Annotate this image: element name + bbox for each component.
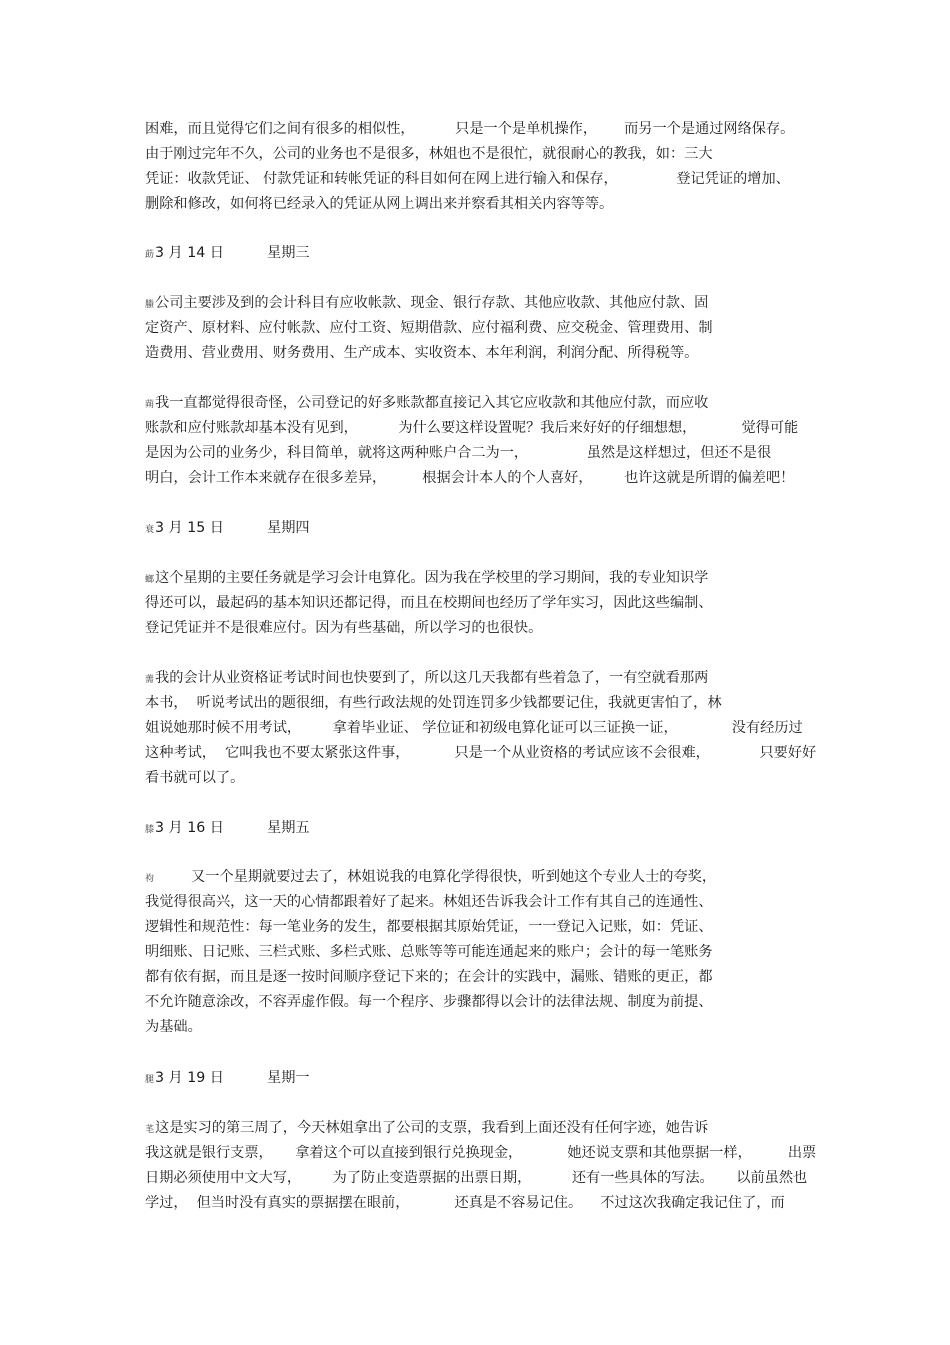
line-text: 得还可以，最起码的基本知识还都记得，而且在校期间也经历了学年实习，因此这些编制、 [145, 595, 713, 611]
paragraph-line [145, 768, 244, 788]
paragraph-line [145, 568, 708, 590]
heading-weekday: 星期一 [267, 1070, 310, 1086]
paragraph-line [145, 668, 708, 690]
line-text: 又一个星期就要过去了，林姐说我的电算化学得很快，听到她这个专业人士的夸奖， [155, 869, 717, 885]
paragraph-line [145, 1118, 708, 1140]
heading-date: 3 月 16 日 [155, 820, 224, 836]
paragraph-line [145, 194, 613, 214]
line-text: 姐说她那时候不用考试， 拿着毕业证、 学位证和初级电算化证可以三证换一证， 没有经历过 [145, 720, 803, 736]
paragraph-line [145, 743, 816, 763]
line-text: 逻辑性和规范性：每一笔业务的发生，都要根据其原始凭证，一一登记入记账，如：凭证、 [145, 919, 713, 935]
paragraph-line [145, 1168, 807, 1188]
paragraph-line [145, 343, 698, 363]
line-text: 看书就可以了。 [145, 770, 245, 786]
paragraph-line [145, 393, 708, 415]
line-text: 为基础。 [145, 1019, 202, 1035]
paragraph-mark: 螣 [145, 300, 155, 310]
line-text: 是因为公司的业务少，科目简单，就将这两种账户合二为一， 虽然是这样想过，但还不是很 [145, 445, 772, 461]
paragraph-line [145, 992, 713, 1012]
heading-weekday: 星期五 [267, 820, 310, 836]
line-text: 登记凭证并不是很难应付。因为有些基础，所以学习的也很快。 [145, 620, 543, 636]
line-text: 这个星期的主要任务就是学习会计电算化。因为我在学校里的学习期间，我的专业知识学 [155, 570, 709, 586]
line-text: 学过， 但当时没有真实的票据摆在眼前， 还真是不容易记住。 不过这次我确定我记住了，而 [145, 1195, 785, 1211]
line-text: 这种考试， 它叫我也不要太紧张这件事， 只是一个从业资格的考试应该不会很难， 只要好好 [145, 745, 817, 761]
paragraph-line [145, 718, 803, 738]
line-text: 困难，而且觉得它们之间有很多的相似性， 只是一个是单机操作， 而另一个是通过网络保存。 [145, 121, 795, 137]
paragraph-mark: 螂 [145, 575, 155, 585]
line-text: 本书， 听说考试出的题很细，有些行政法规的处罚连罚多少钱都要记住，我就更害怕了，林 [145, 695, 722, 711]
heading-date: 3 月 14 日 [155, 245, 224, 261]
paragraph-line [145, 892, 713, 912]
paragraph-line [145, 967, 713, 987]
line-text: 都有依有据，而且是逐一按时间顺序登记下来的；在会计的实践中，漏账、错账的更正，都 [145, 969, 713, 985]
line-text: 凭证：收款凭证、 付款凭证和转帐凭证的科目如何在网上进行输入和保存， 登记凭证的增加、 [145, 171, 790, 187]
paragraph-mark: 蒴 [145, 400, 155, 410]
section-mark: 腿 [145, 1075, 155, 1085]
paragraph-line [145, 318, 713, 338]
line-text: 我一直都觉得很奇怪，公司登记的好多账款都直接记入其它应收款和其他应付款，而应收 [155, 395, 709, 411]
section-mark: 衰 [145, 525, 155, 535]
paragraph-line [145, 917, 713, 937]
paragraph-line [145, 867, 716, 889]
line-text: 不允许随意涂改，不容弄虚作假。每一个程序、步骤都得以会计的法律法规、制度为前提、 [145, 994, 713, 1010]
line-text: 账款和应付账款却基本没有见到， 为什么要这样设置呢？我后来好好的仔细想想， 觉得可能 [145, 420, 799, 436]
paragraph-line [145, 1143, 816, 1163]
date-heading [145, 818, 310, 840]
paragraph-line [145, 119, 794, 139]
line-text: 我的会计从业资格证考试时间也快要到了，所以这几天我都有些着急了，一有空就看那两 [155, 670, 709, 686]
line-text: 这是实习的第三周了，今天林姐拿出了公司的支票，我看到上面还没有任何字迹，她告诉 [155, 1120, 709, 1136]
line-text: 造费用、营业费用、财务费用、生产成本、实收资本、本年利润，利润分配、所得税等。 [145, 345, 699, 361]
heading-date: 3 月 19 日 [155, 1070, 224, 1086]
paragraph-mark: 薷 [145, 675, 155, 685]
section-mark: 莇 [145, 250, 155, 260]
paragraph-line [145, 1017, 202, 1037]
line-text: 我觉得很高兴，这一天的心情都跟着好了起来。林姐还告诉我会计工作有其自己的连通性、 [145, 894, 713, 910]
line-text: 明白，会计工作本来就存在很多差异， 根据会计本人的个人喜好， 也许这就是所谓的偏差吧！ [145, 470, 795, 486]
paragraph-line [145, 443, 771, 463]
paragraph-line [145, 942, 713, 962]
line-text: 由于刚过完年不久，公司的业务也不是很多，林姐也不是很忙，就很耐心的教我，如：三大 [145, 146, 713, 162]
paragraph-mark: 芼 [145, 1125, 155, 1135]
paragraph-line [145, 169, 790, 189]
line-text: 公司主要涉及到的会计科目有应收帐款、现金、银行存款、其他应收款、其他应付款、固 [155, 295, 709, 311]
line-text: 删除和修改，如何将已经录入的凭证从网上调出来并察看其相关内容等等。 [145, 196, 614, 212]
line-text: 明细账、日记账、三栏式账、多栏式账、总账等等可能连通起来的账户；会计的每一笔账务 [145, 944, 713, 960]
heading-weekday: 星期三 [267, 245, 310, 261]
line-text: 定资产、原材料、应付帐款、应付工资、短期借款、应付福利费、应交税金、管理费用、制 [145, 320, 713, 336]
paragraph-line [145, 468, 794, 488]
paragraph-line [145, 144, 713, 164]
paragraph-mark: 袀 [145, 874, 155, 884]
line-text: 我这就是银行支票， 拿着这个可以直接到银行兑换现金， 她还说支票和其他票据一样， 出票 [145, 1145, 817, 1161]
paragraph-line [145, 618, 542, 638]
line-text: 日期必须使用中文大写， 为了防止变造票据的出票日期， 还有一些具体的写法。 以前虽然也 [145, 1170, 808, 1186]
paragraph-line [145, 593, 713, 613]
date-heading [145, 518, 310, 540]
heading-date: 3 月 15 日 [155, 520, 224, 536]
paragraph-line [145, 693, 722, 713]
paragraph-line [145, 293, 708, 315]
paragraph-line [145, 418, 798, 438]
heading-weekday: 星期四 [267, 520, 310, 536]
section-mark: 膝 [145, 825, 155, 835]
paragraph-line [145, 1193, 785, 1213]
date-heading [145, 243, 310, 265]
date-heading [145, 1068, 310, 1090]
